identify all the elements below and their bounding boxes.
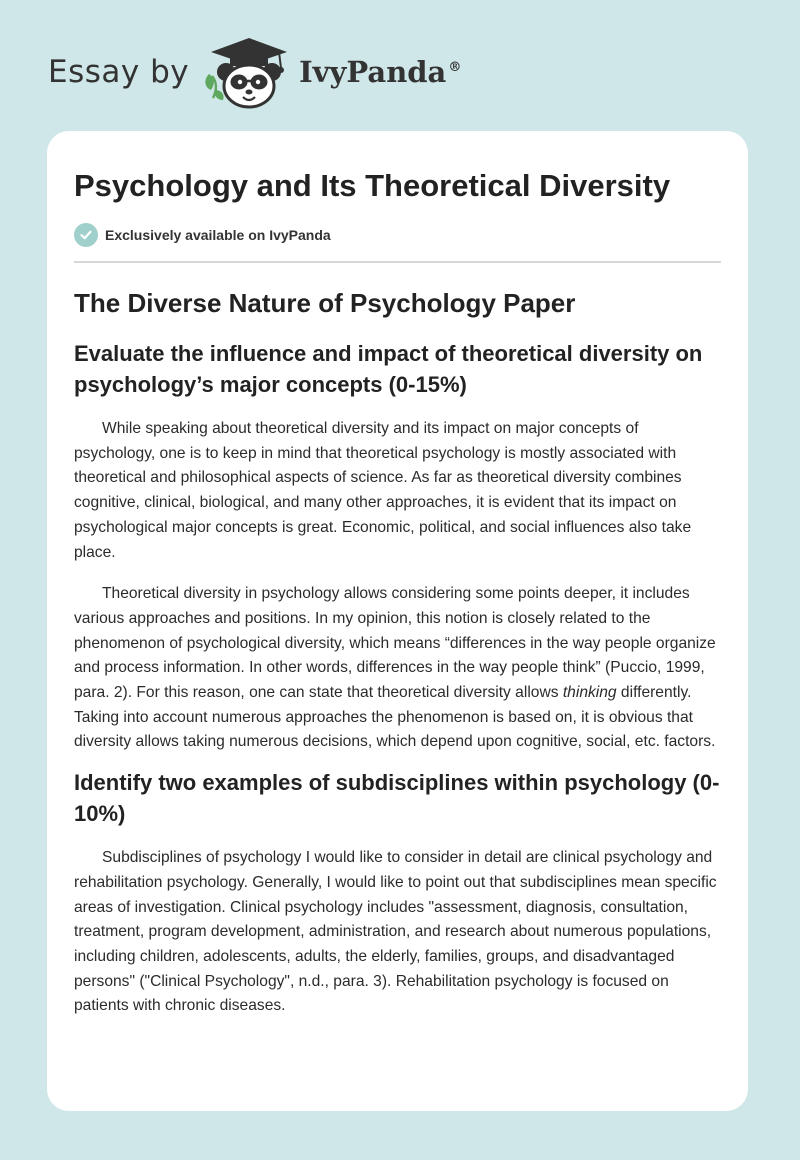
paragraph: Subdisciplines of psychology I would like to consider in detail are clinical psychology and rehabilitation psychology. Generally, I would like to point out that subdisciplines mean specific areas of investigation. Clinical psychology includes "assessment, diagnosis, consultation, treatment, program development, administration, and research about numerous populations, including children, adolescents, adults, the elderly, families, groups, and disadvantaged persons" ("Clinical Psychology", n.d., para. 3). Rehabilitation psychology is focused on patients with chronic diseases. [74, 849, 717, 1015]
check-icon [74, 223, 98, 247]
registered-mark: ® [448, 60, 462, 76]
section-title: The Diverse Nature of Psychology Paper [74, 288, 576, 318]
subsection-heading: Evaluate the influence and impact of theoretical diversity on psychology’s major concepts (0-15%) [74, 341, 703, 397]
brand-name-text: IvyPanda [299, 55, 447, 89]
brand-name [299, 55, 461, 89]
paragraph [74, 582, 721, 755]
paragraph: While speaking about theoretical diversity and its impact on major concepts of psychology, one is to keep in mind that theoretical psychology is mostly associated with theoretical and philosophical aspects of science. As far as theoretical diversity combines cognitive, clinical, biological, and many other approaches, it is evident that its impact on psychological major concepts is great. Economic, political, and social influences also take place. [74, 420, 692, 561]
brand-prefix: Essay by [48, 54, 190, 90]
emphasis-text: thinking [562, 684, 617, 702]
divider [74, 261, 721, 263]
subsection-heading: Identify two examples of subdisciplines within psychology (0-10%) [74, 770, 720, 827]
panda-graduate-logo-icon [203, 34, 295, 110]
page-title: Psychology and Its Theoretical Diversity [74, 168, 671, 203]
site-header [48, 34, 461, 110]
exclusive-badge [74, 223, 721, 247]
paragraph-text: Theoretical diversity in psychology allows considering some points deeper, it includes various approaches and positions. In my opinion, this notion is closely related to the phenomenon of psychological diversity, which means “differences in the way people organize and process information. In other words, differences in the way people think” (Puccio, 1999, para. 2). For this reason, one can state that theoretical diversity allows [74, 585, 716, 702]
essay-card [47, 131, 748, 1111]
exclusive-badge-text: Exclusively available on IvyPanda [105, 227, 331, 243]
paragraph-text: differently. Taking into account numerous approaches the phenomenon is based on, it is obvious that diversity allows taking numerous decisions, which depend upon cognitive, social, etc. factors. [74, 684, 716, 751]
